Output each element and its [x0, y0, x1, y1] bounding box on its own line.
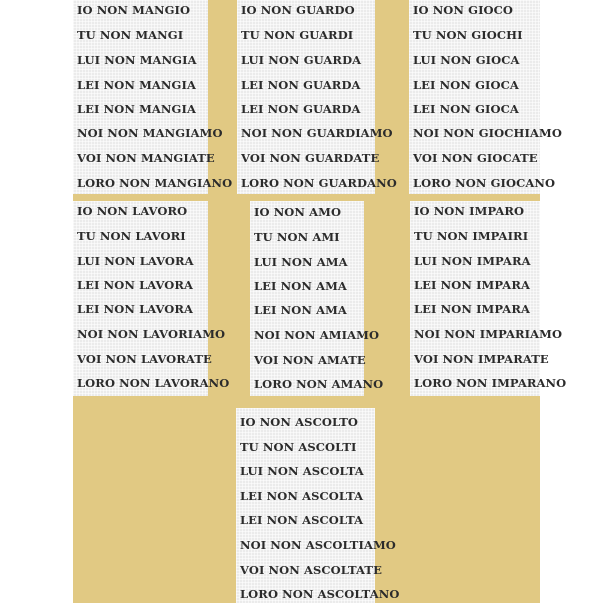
- conjugation-line: IO NON LAVORO: [77, 204, 188, 218]
- conjugation-line: NOI NON IMPARIAMO: [414, 327, 563, 341]
- conjugation-line: LORO NON ASCOLTANO: [240, 587, 400, 601]
- conjugation-poster: [73, 0, 567, 603]
- conjugation-line: LEI NON GIOCA: [413, 78, 519, 92]
- conjugation-line: LUI NON LAVORA: [77, 254, 194, 268]
- conjugation-card-lavorare: [73, 201, 230, 396]
- conjugation-line: NOI NON ASCOLTIAMO: [240, 538, 396, 552]
- conjugation-line: VOI NON GIOCATE: [413, 151, 538, 165]
- conjugation-line: IO NON IMPARO: [414, 204, 525, 218]
- conjugation-line: LEI NON ASCOLTA: [240, 489, 364, 503]
- conjugation-line: TU NON AMI: [254, 230, 340, 244]
- conjugation-line: IO NON MANGIO: [77, 3, 191, 17]
- conjugation-card-giocare: [409, 0, 562, 194]
- conjugation-line: TU NON GUARDI: [241, 28, 354, 42]
- conjugation-line: LEI NON LAVORA: [77, 278, 194, 292]
- conjugation-line: LUI NON AMA: [254, 255, 348, 269]
- conjugation-line: LEI NON MANGIA: [77, 102, 196, 116]
- conjugation-line: NOI NON LAVORIAMO: [77, 327, 226, 341]
- conjugation-line: LUI NON ASCOLTA: [240, 464, 364, 478]
- conjugation-line: LEI NON MANGIA: [77, 78, 196, 92]
- conjugation-line: LEI NON GUARDA: [241, 78, 361, 92]
- conjugation-line: LUI NON IMPARA: [414, 254, 531, 268]
- conjugation-line: VOI NON MANGIATE: [77, 151, 215, 165]
- conjugation-line: NOI NON GIOCHIAMO: [413, 126, 562, 140]
- conjugation-line: TU NON ASCOLTI: [240, 440, 357, 454]
- conjugation-card-amare: [250, 201, 384, 396]
- conjugation-card-imparare: [410, 201, 567, 396]
- conjugation-line: IO NON ASCOLTO: [240, 415, 358, 429]
- conjugation-line: LEI NON IMPARA: [414, 278, 531, 292]
- conjugation-line: VOI NON IMPARATE: [414, 352, 549, 366]
- conjugation-line: LUI NON GIOCA: [413, 53, 520, 67]
- conjugation-line: LEI NON ASCOLTA: [240, 513, 364, 527]
- conjugation-line: LORO NON IMPARANO: [414, 376, 567, 390]
- conjugation-line: LEI NON AMA: [254, 279, 347, 293]
- conjugation-line: TU NON LAVORI: [77, 229, 186, 243]
- conjugation-line: VOI NON AMATE: [254, 353, 366, 367]
- conjugation-line: VOI NON LAVORATE: [77, 352, 212, 366]
- conjugation-line: LORO NON GIOCANO: [413, 176, 556, 190]
- conjugation-line: LORO NON LAVORANO: [77, 376, 230, 390]
- conjugation-card-ascoltare: [236, 408, 400, 603]
- conjugation-line: LEI NON AMA: [254, 303, 347, 317]
- conjugation-line: LORO NON MANGIANO: [77, 176, 233, 190]
- conjugation-line: TU NON MANGI: [77, 28, 184, 42]
- conjugation-line: LORO NON AMANO: [254, 377, 384, 391]
- conjugation-line: TU NON GIOCHI: [413, 28, 523, 42]
- conjugation-line: IO NON AMO: [254, 205, 342, 219]
- conjugation-line: LEI NON GUARDA: [241, 102, 361, 116]
- conjugation-line: IO NON GUARDO: [241, 3, 355, 17]
- conjugation-line: LEI NON LAVORA: [77, 302, 194, 316]
- conjugation-line: TU NON IMPAIRI: [414, 229, 529, 243]
- conjugation-line: LUI NON MANGIA: [77, 53, 197, 67]
- conjugation-card-mangiare: [73, 0, 233, 194]
- conjugation-line: NOI NON AMIAMO: [254, 328, 380, 342]
- conjugation-card-guardare: [237, 0, 397, 194]
- conjugation-line: IO NON GIOCO: [413, 3, 514, 17]
- conjugation-line: VOI NON GUARDATE: [241, 151, 380, 165]
- conjugation-line: LORO NON GUARDANO: [241, 176, 397, 190]
- conjugation-line: LUI NON GUARDA: [241, 53, 362, 67]
- conjugation-line: VOI NON ASCOLTATE: [240, 563, 382, 577]
- conjugation-line: NOI NON GUARDIAMO: [241, 126, 393, 140]
- conjugation-line: LEI NON GIOCA: [413, 102, 519, 116]
- conjugation-line: LEI NON IMPARA: [414, 302, 531, 316]
- conjugation-line: NOI NON MANGIAMO: [77, 126, 223, 140]
